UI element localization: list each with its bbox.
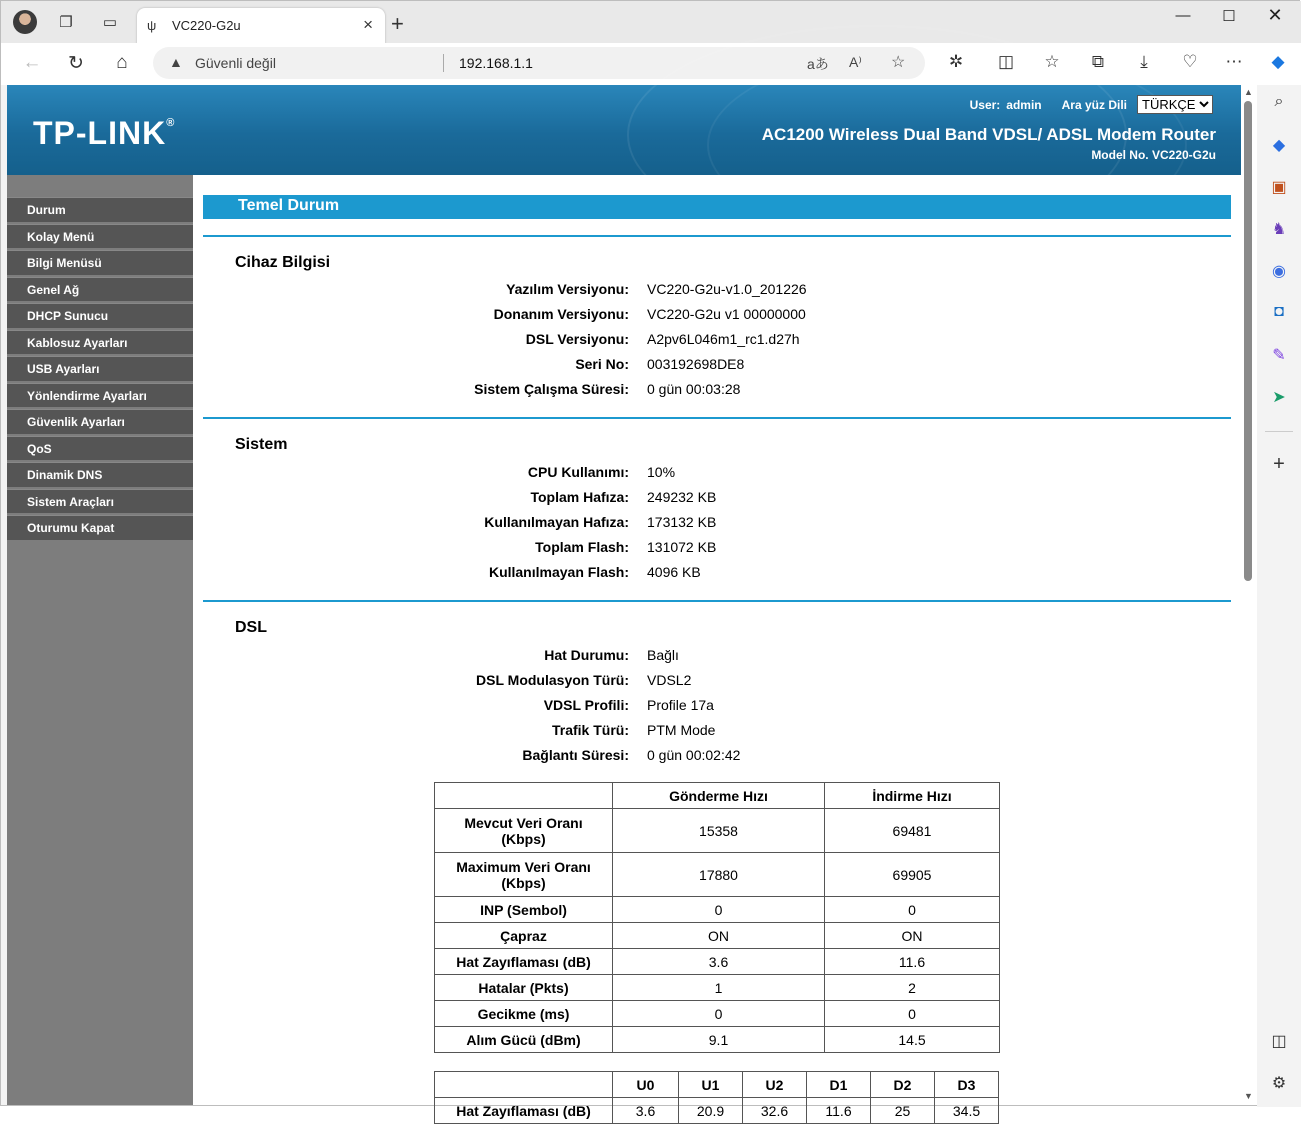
info-row <box>203 692 1231 717</box>
copilot-icon[interactable]: ◆ <box>1271 52 1285 71</box>
section-rule <box>203 417 1231 419</box>
upload-value: 3.6 <box>613 949 825 975</box>
info-value: 0 gün 00:03:28 <box>647 380 741 397</box>
menu-item[interactable]: Genel Ağ <box>7 277 193 302</box>
info-label: Bağlantı Süresi: <box>522 746 629 763</box>
info-row <box>203 301 1231 326</box>
info-value: VDSL2 <box>647 671 692 688</box>
tab-title: VC220-G2u <box>172 18 241 33</box>
vertical-scrollbar[interactable] <box>1241 85 1257 1105</box>
menu-item[interactable]: Kolay Menü <box>7 224 193 249</box>
scrollbar-thumb[interactable] <box>1244 101 1252 581</box>
menu-item[interactable]: Kablosuz Ayarları <box>7 330 193 355</box>
band-value: 25 <box>871 1098 935 1124</box>
row-label: Hatalar (Pkts) <box>435 975 613 1001</box>
scroll-up-icon[interactable]: ▲ <box>1244 87 1253 97</box>
download-value: 0 <box>825 1001 1000 1027</box>
warning-icon[interactable]: ▲ <box>169 54 183 70</box>
refresh-icon[interactable]: ↻ <box>68 53 84 74</box>
info-label: Toplam Hafıza: <box>530 488 629 505</box>
menu-item[interactable]: Durum <box>7 197 193 222</box>
info-value: Bağlı <box>647 646 679 663</box>
info-row <box>203 717 1231 742</box>
more-menu-icon[interactable]: ⋯ <box>1225 52 1243 71</box>
read-aloud-icon[interactable]: A⁾ <box>849 54 862 70</box>
device-info-section <box>203 254 1231 401</box>
band-value: 3.6 <box>613 1098 679 1124</box>
router-favicon-icon: ψ <box>147 18 157 33</box>
info-label: Kullanılmayan Flash: <box>488 563 629 580</box>
tplink-logo: TP-LINK® <box>33 115 176 151</box>
games-icon[interactable]: ♞ <box>1271 221 1287 238</box>
info-row <box>203 642 1231 667</box>
row-label: Alım Gücü (dBm) <box>435 1027 613 1053</box>
info-value: 249232 KB <box>647 488 717 505</box>
upload-value: 0 <box>613 1001 825 1027</box>
info-value: Profile 17a <box>647 696 714 713</box>
url-text[interactable]: 192.168.1.1 <box>459 55 533 71</box>
row-label: Hat Zayıflaması (dB) <box>435 1098 613 1124</box>
table-header: U0 <box>613 1072 679 1098</box>
info-value: 131072 KB <box>647 538 717 555</box>
upload-value: 15358 <box>613 809 825 853</box>
tab-close-icon[interactable]: × <box>363 15 373 34</box>
microsoft365-icon[interactable]: ◉ <box>1272 263 1286 280</box>
back-icon[interactable]: ← <box>22 52 42 73</box>
info-label: Seri No: <box>575 355 629 372</box>
table-row <box>435 975 1000 1001</box>
dsl-section <box>203 619 1231 1124</box>
band-value: 34.5 <box>935 1098 999 1124</box>
band-value: 20.9 <box>679 1098 743 1124</box>
outlook-icon[interactable]: ◘ <box>1274 303 1284 320</box>
table-header: D2 <box>871 1072 935 1098</box>
section-rule <box>203 600 1231 602</box>
split-screen-icon[interactable]: ◫ <box>997 52 1015 71</box>
dsl-stats-table <box>434 782 1000 1053</box>
address-divider <box>443 54 444 72</box>
info-label: DSL Modulasyon Türü: <box>476 671 629 688</box>
table-header: D1 <box>807 1072 871 1098</box>
menu-item[interactable]: QoS <box>7 436 193 461</box>
table-row <box>435 897 1000 923</box>
table-header: U1 <box>679 1072 743 1098</box>
home-icon[interactable]: ⌂ <box>116 52 128 73</box>
info-label: Toplam Flash: <box>535 538 629 555</box>
minimize-button[interactable]: — <box>1175 7 1191 24</box>
table-header <box>435 783 613 809</box>
translate-icon[interactable]: aあ <box>807 56 829 72</box>
info-label: Hat Durumu: <box>544 646 629 663</box>
info-row <box>203 326 1231 351</box>
info-row <box>203 351 1231 376</box>
row-label: Maximum Veri Oranı (Kbps) <box>435 853 613 897</box>
side-menu <box>7 175 193 1105</box>
download-value: ON <box>825 923 1000 949</box>
table-row <box>435 853 1000 897</box>
row-label: Çapraz <box>435 923 613 949</box>
info-value: 0 gün 00:02:42 <box>647 746 741 763</box>
sidebar-divider <box>1265 431 1293 432</box>
info-label: Donanım Versiyonu: <box>493 305 629 322</box>
extensions-icon[interactable]: ✲ <box>948 52 964 71</box>
band-value: 11.6 <box>807 1098 871 1124</box>
table-row <box>435 809 1000 853</box>
row-label: Gecikme (ms) <box>435 1001 613 1027</box>
search-icon[interactable]: ⌕ <box>1274 93 1284 110</box>
favorite-star-icon[interactable]: ☆ <box>891 54 906 71</box>
info-value: PTM Mode <box>647 721 716 738</box>
menu-item[interactable]: DHCP Sunucu <box>7 303 193 328</box>
table-header <box>435 1072 613 1098</box>
download-value: 2 <box>825 975 1000 1001</box>
main-content <box>203 195 1231 1124</box>
user-label: User: <box>969 97 1001 112</box>
upload-value: 1 <box>613 975 825 1001</box>
info-row <box>203 459 1231 484</box>
row-label: INP (Sembol) <box>435 897 613 923</box>
upload-value: 9.1 <box>613 1027 825 1053</box>
browser-essentials-icon[interactable]: ♡ <box>1182 52 1198 71</box>
band-attenuation-table <box>434 1071 999 1124</box>
table-row <box>435 949 1000 975</box>
info-label: Trafik Türü: <box>551 721 629 738</box>
info-value: 10% <box>647 463 676 480</box>
info-value: A2pv6L046m1_rc1.d27h <box>647 330 800 347</box>
info-value: VC220-G2u-v1.0_201226 <box>647 280 807 297</box>
info-row <box>203 484 1231 509</box>
profile-avatar[interactable] <box>13 10 37 34</box>
info-label: VDSL Profili: <box>543 696 629 713</box>
scroll-down-icon[interactable]: ▼ <box>1244 1091 1253 1101</box>
maximize-button[interactable]: ☐ <box>1222 8 1236 25</box>
info-label: DSL Versiyonu: <box>525 330 629 347</box>
section-rule <box>203 235 1231 237</box>
info-value: 173132 KB <box>647 513 717 530</box>
upload-value: 17880 <box>613 853 825 897</box>
info-label: Yazılım Versiyonu: <box>506 280 629 297</box>
user-info <box>970 95 1213 114</box>
table-row <box>435 1027 1000 1053</box>
section-heading: Cihaz Bilgisi <box>235 254 331 271</box>
security-status[interactable]: Güvenli değil <box>195 55 276 71</box>
band-value: 32.6 <box>743 1098 807 1124</box>
page-viewport <box>7 85 1241 1119</box>
info-row <box>203 376 1231 401</box>
download-value: 11.6 <box>825 949 1000 975</box>
new-tab-button[interactable]: + <box>391 11 404 36</box>
row-label: Mevcut Veri Oranı (Kbps) <box>435 809 613 853</box>
menu-item[interactable]: Güvenlik Ayarları <box>7 409 193 434</box>
menu-item[interactable]: Dinamik DNS <box>7 462 193 487</box>
language-label: Ara yüz Dili <box>1061 97 1127 112</box>
info-row <box>203 276 1231 301</box>
menu-item[interactable]: Bilgi Menüsü <box>7 250 193 275</box>
info-row <box>203 534 1231 559</box>
router-header <box>7 85 1241 175</box>
designer-icon[interactable]: ✎ <box>1272 347 1286 364</box>
download-value: 14.5 <box>825 1027 1000 1053</box>
info-label: CPU Kullanımı: <box>527 463 629 480</box>
tools-icon[interactable]: ▣ <box>1271 179 1287 196</box>
menu-item[interactable]: Yönlendirme Ayarları <box>7 383 193 408</box>
upload-value: ON <box>613 923 825 949</box>
page-title: Temel Durum <box>203 195 1231 219</box>
system-section <box>203 436 1231 584</box>
tab-actions-icon[interactable]: ▭ <box>102 14 118 31</box>
workspaces-icon[interactable]: ❐ <box>59 14 73 31</box>
table-header: İndirme Hızı <box>825 783 1000 809</box>
info-value: VC220-G2u v1 00000000 <box>647 305 806 322</box>
shopping-icon[interactable]: ◆ <box>1272 137 1286 154</box>
model-number: Model No. VC220-G2u <box>1091 148 1216 162</box>
info-label: Sistem Çalışma Süresi: <box>474 380 629 397</box>
download-value: 69905 <box>825 853 1000 897</box>
table-header: D3 <box>935 1072 999 1098</box>
info-label: Kullanılmayan Hafıza: <box>484 513 629 530</box>
edge-sidebar <box>1257 85 1301 1107</box>
settings-gear-icon[interactable]: ⚙ <box>1271 1075 1287 1092</box>
menu-item[interactable]: USB Ayarları <box>7 356 193 381</box>
favorites-icon[interactable]: ☆ <box>1044 52 1060 71</box>
table-header: U2 <box>743 1072 807 1098</box>
info-value: 4096 KB <box>647 563 701 580</box>
menu-item[interactable]: Oturumu Kapat <box>7 515 193 540</box>
menu-item[interactable]: Sistem Araçları <box>7 489 193 514</box>
sidebar-toggle-icon[interactable]: ◫ <box>1271 1033 1287 1050</box>
user-value: admin <box>1006 97 1042 112</box>
upload-value: 0 <box>613 897 825 923</box>
drop-icon[interactable]: ➤ <box>1272 389 1286 406</box>
section-heading: DSL <box>235 619 267 636</box>
collections-icon[interactable]: ⧉ <box>1091 52 1105 71</box>
info-row <box>203 509 1231 534</box>
close-window-button[interactable]: ✕ <box>1267 5 1283 25</box>
title-bar <box>1 1 1301 43</box>
download-value: 69481 <box>825 809 1000 853</box>
info-row <box>203 667 1231 692</box>
table-row <box>435 1001 1000 1027</box>
table-row <box>435 923 1000 949</box>
table-header: Gönderme Hızı <box>613 783 825 809</box>
info-row <box>203 742 1231 767</box>
section-heading: Sistem <box>235 436 288 453</box>
language-select[interactable] <box>1137 95 1213 114</box>
info-row <box>203 559 1231 584</box>
download-value: 0 <box>825 897 1000 923</box>
product-name: AC1200 Wireless Dual Band VDSL/ ADSL Modem Router <box>761 125 1216 144</box>
downloads-icon[interactable]: ⤓ <box>1140 52 1148 71</box>
tab-active[interactable] <box>137 8 385 44</box>
row-label: Hat Zayıflaması (dB) <box>435 949 613 975</box>
info-value: 003192698DE8 <box>647 355 745 372</box>
add-icon[interactable]: + <box>1273 453 1285 475</box>
